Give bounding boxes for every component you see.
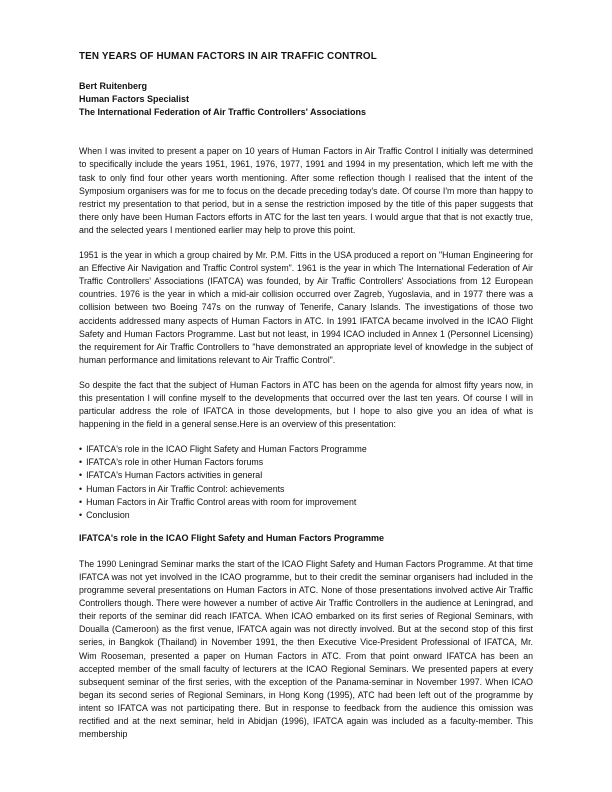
overview-item-label: IFATCA's Human Factors activities in general bbox=[86, 470, 263, 481]
bullet-icon: • bbox=[79, 496, 83, 507]
overview-item bbox=[79, 496, 533, 509]
overview-list bbox=[79, 443, 533, 522]
overview-item bbox=[79, 456, 533, 469]
bullet-icon: • bbox=[79, 483, 83, 494]
overview-item-label: Human Factors in Air Traffic Control areas with room for improvement bbox=[86, 496, 357, 507]
author-role: Human Factors Specialist bbox=[79, 94, 190, 105]
intro-paragraph-3: So despite the fact that the subject of Human Factors in ATC has been on the agenda for almost fifty years now, in this presentation I will confine myself to the developments that occurred over the last ten years. Of course I will in particular address the role of IFATCA in those developments, but I hope to also give you an idea of what is happening in the field in a general sense.Here is an overview of this presentation: bbox=[79, 379, 533, 430]
intro-paragraph-1: When I was invited to present a paper on 10 years of Human Factors in Air Traffic Control I initially was determined to specifically include the years 1951, 1961, 1976, 1977, 1991 and 1994 in my presentation, which left me with the task to only find four other years worth mentioning. After some reflection though I realised that the intent of the Symposium organisers was for me to focus on the decade preceding today's date. Of course I'm more than happy to restrict my presentation to that period, but in a sense the restriction imposed by the title of this paper suggests that there only have been Human Factors efforts in ATC for the last ten years. I would argue that that is not exactly true, and the selected years I mentioned earlier may help to prove this point. bbox=[79, 146, 533, 235]
overview-item bbox=[79, 469, 533, 482]
overview-item bbox=[79, 509, 533, 522]
overview-item bbox=[79, 443, 533, 456]
overview-item bbox=[79, 483, 533, 496]
overview-item-label: IFATCA's role in the ICAO Flight Safety and Human Factors Programme bbox=[86, 444, 367, 455]
overview-item-label: Human Factors in Air Traffic Control: achievements bbox=[86, 483, 285, 494]
overview-item-label: Conclusion bbox=[86, 509, 130, 520]
intro-paragraph-2: 1951 is the year in which a group chaired by Mr. P.M. Fitts in the USA produced a report on "Human Engineering for an Effective Air Navigation and Traffic Control system". 1961 is the year in which The International Federation of Air Traffic Controllers' Associations (IFATCA) was founded, by Air Traffic Controllers' Associations from 12 European countries. 1976 is the year in which a mid-air collision occurred over Zagreb, Yugoslavia, and in 1977 there was a collision between two Boeing 747s on the runway of Tenerife, Canary Islands. The investigations of those two accidents addressed many aspects of Human Factors in ATC. In 1991 IFATCA became involved in the ICAO Flight Safety and Human Factors Programme. Last but not least, in 1994 ICAO included in Annex 1 (Personnel Licensing) the requirement for Air Traffic Controllers to "have demonstrated an appropriate level of knowledge in the subject of human performance and limitations relevant to Air Traffic Control". bbox=[79, 250, 533, 365]
overview-item-label: IFATCA's role in other Human Factors forums bbox=[86, 457, 264, 468]
author-name: Bert Ruitenberg bbox=[79, 81, 148, 92]
bullet-icon: • bbox=[79, 457, 83, 468]
bullet-icon: • bbox=[79, 444, 83, 455]
bullet-icon: • bbox=[79, 509, 83, 520]
bullet-icon: • bbox=[79, 470, 83, 481]
author-organization: The International Federation of Air Traffic Controllers' Associations bbox=[79, 107, 367, 118]
document-title: TEN YEARS OF HUMAN FACTORS IN AIR TRAFFIC CONTROL bbox=[79, 51, 377, 62]
section-paragraph: The 1990 Leningrad Seminar marks the start of the ICAO Flight Safety and Human Factors Programme. At that time IFATCA was not yet involved in the ICAO programme, but to their credit the seminar organisers had included in the programme several presentations on Human Factors in ATC. None of those presentations involved active Air Traffic Controllers though. There were however a number of active Air Traffic Controllers in the audience at Leningrad, and their reports of the seminar did reach IFATCA. When ICAO embarked on its first series of Regional Seminars, with Doualla (Cameroon) as the first venue, IFATCA again was not directly involved. But at the second stop of this first series, in Bangkok (Thailand) in November 1991, the then Executive Vice-President Professional of IFATCA, Mr. Wim Rooseman, presented a paper on Human Factors in ATC. From that point onward IFATCA has been an accepted member of the small faculty of lecturers at the ICAO Regional Seminars. We presented papers at every subsequent seminar of the first series, with the exception of the Panama-seminar in November 1997. When ICAO began its second series of Regional Seminars, in Hong Kong (1995), ATC had been left out of the programme by intent so IFATCA was not participating there. But in response to feedback from the audience this omission was rectified and at the next seminar, held in Abidjan (1996), IFATCA again was included as a faculty-member. This membership bbox=[79, 558, 533, 740]
author-block bbox=[79, 80, 533, 119]
section-heading: IFATCA's role in the ICAO Flight Safety and Human Factors Programme bbox=[79, 532, 385, 543]
